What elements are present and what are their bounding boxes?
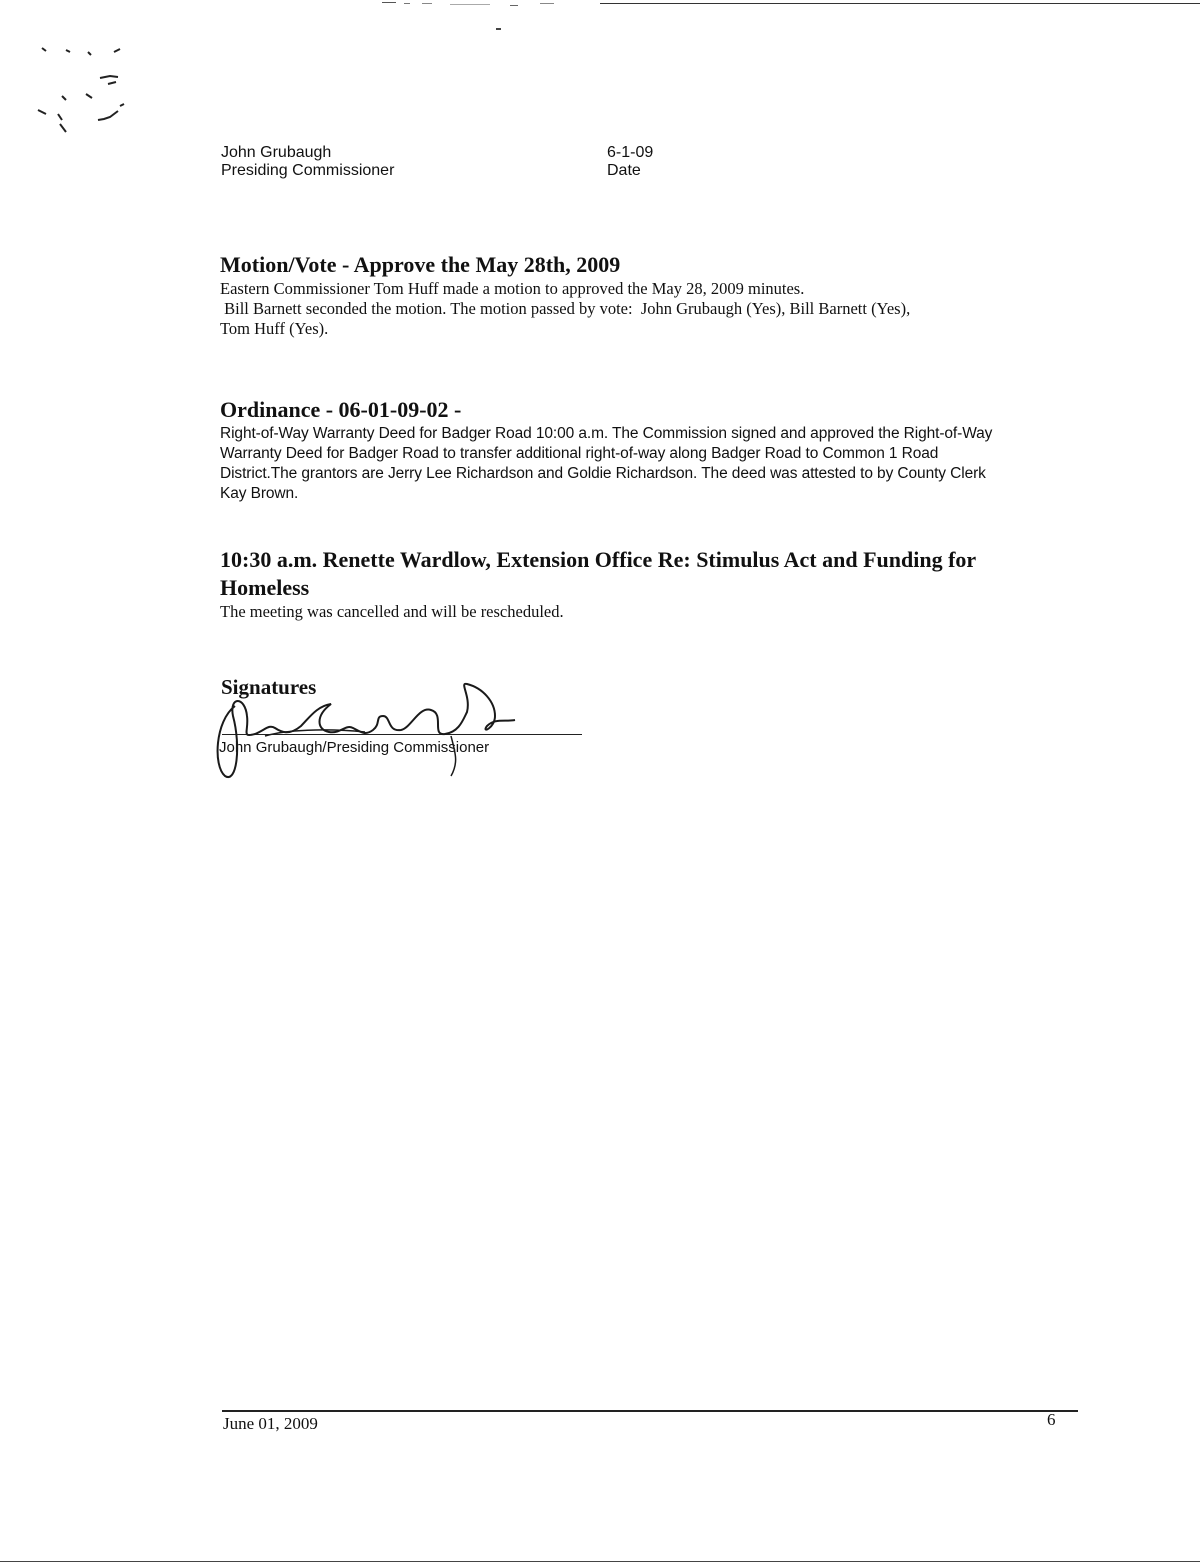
section-motion-vote: [220, 251, 1100, 339]
handwritten-signature: [205, 676, 535, 786]
section-line: Warranty Deed for Badger Road to transfer additional right-of-way along Badger Road to Common 1 Road: [220, 445, 939, 462]
footer-rule: [222, 1410, 1078, 1412]
signatures-heading: Signatures: [221, 675, 317, 699]
footer-date: June 01, 2009: [223, 1414, 318, 1433]
section-line: District.The grantors are Jerry Lee Richardson and Goldie Richardson. The deed was attested to by County Clerk: [220, 465, 986, 482]
section-ordinance: [220, 396, 1100, 504]
section-heading: Ordinance - 06-01-09-02 -: [220, 397, 462, 422]
section-extension-office: [220, 546, 1100, 622]
section-line: Right-of-Way Warranty Deed for Badger Road 10:00 a.m. The Commission signed and approved the Right-of-Way: [220, 425, 993, 442]
bottom-scan-rule: [0, 1561, 1200, 1562]
section-heading: 10:30 a.m. Renette Wardlow, Extension Office Re: Stimulus Act and Funding for: [220, 547, 977, 572]
scan-specks-top: [380, 0, 620, 40]
section-line: The meeting was cancelled and will be rescheduled.: [220, 602, 564, 621]
section-line: Eastern Commissioner Tom Huff made a motion to approved the May 28, 2009 minutes.: [220, 279, 805, 298]
scan-specks-corner: [28, 40, 148, 140]
page-number: 6: [1047, 1410, 1056, 1429]
header-date-label: Date: [607, 162, 641, 179]
top-scan-rule: [600, 3, 1200, 4]
section-line: Kay Brown.: [220, 485, 299, 502]
section-line: Tom Huff (Yes).: [220, 319, 329, 338]
header-date-block: [607, 144, 653, 180]
header-date-value: 6-1-09: [607, 144, 654, 161]
section-heading: Motion/Vote - Approve the May 28th, 2009: [220, 252, 621, 277]
section-line: Bill Barnett seconded the motion. The motion passed by vote: John Grubaugh (Yes), Bill Barnett (Yes),: [220, 299, 911, 318]
header-title: Presiding Commissioner: [221, 162, 395, 179]
section-heading-continued: Homeless: [220, 575, 310, 600]
signature-caption: John Grubaugh/Presiding Commissioner: [219, 739, 490, 756]
header-name-block: [221, 144, 394, 180]
header-name: John Grubaugh: [221, 144, 332, 161]
